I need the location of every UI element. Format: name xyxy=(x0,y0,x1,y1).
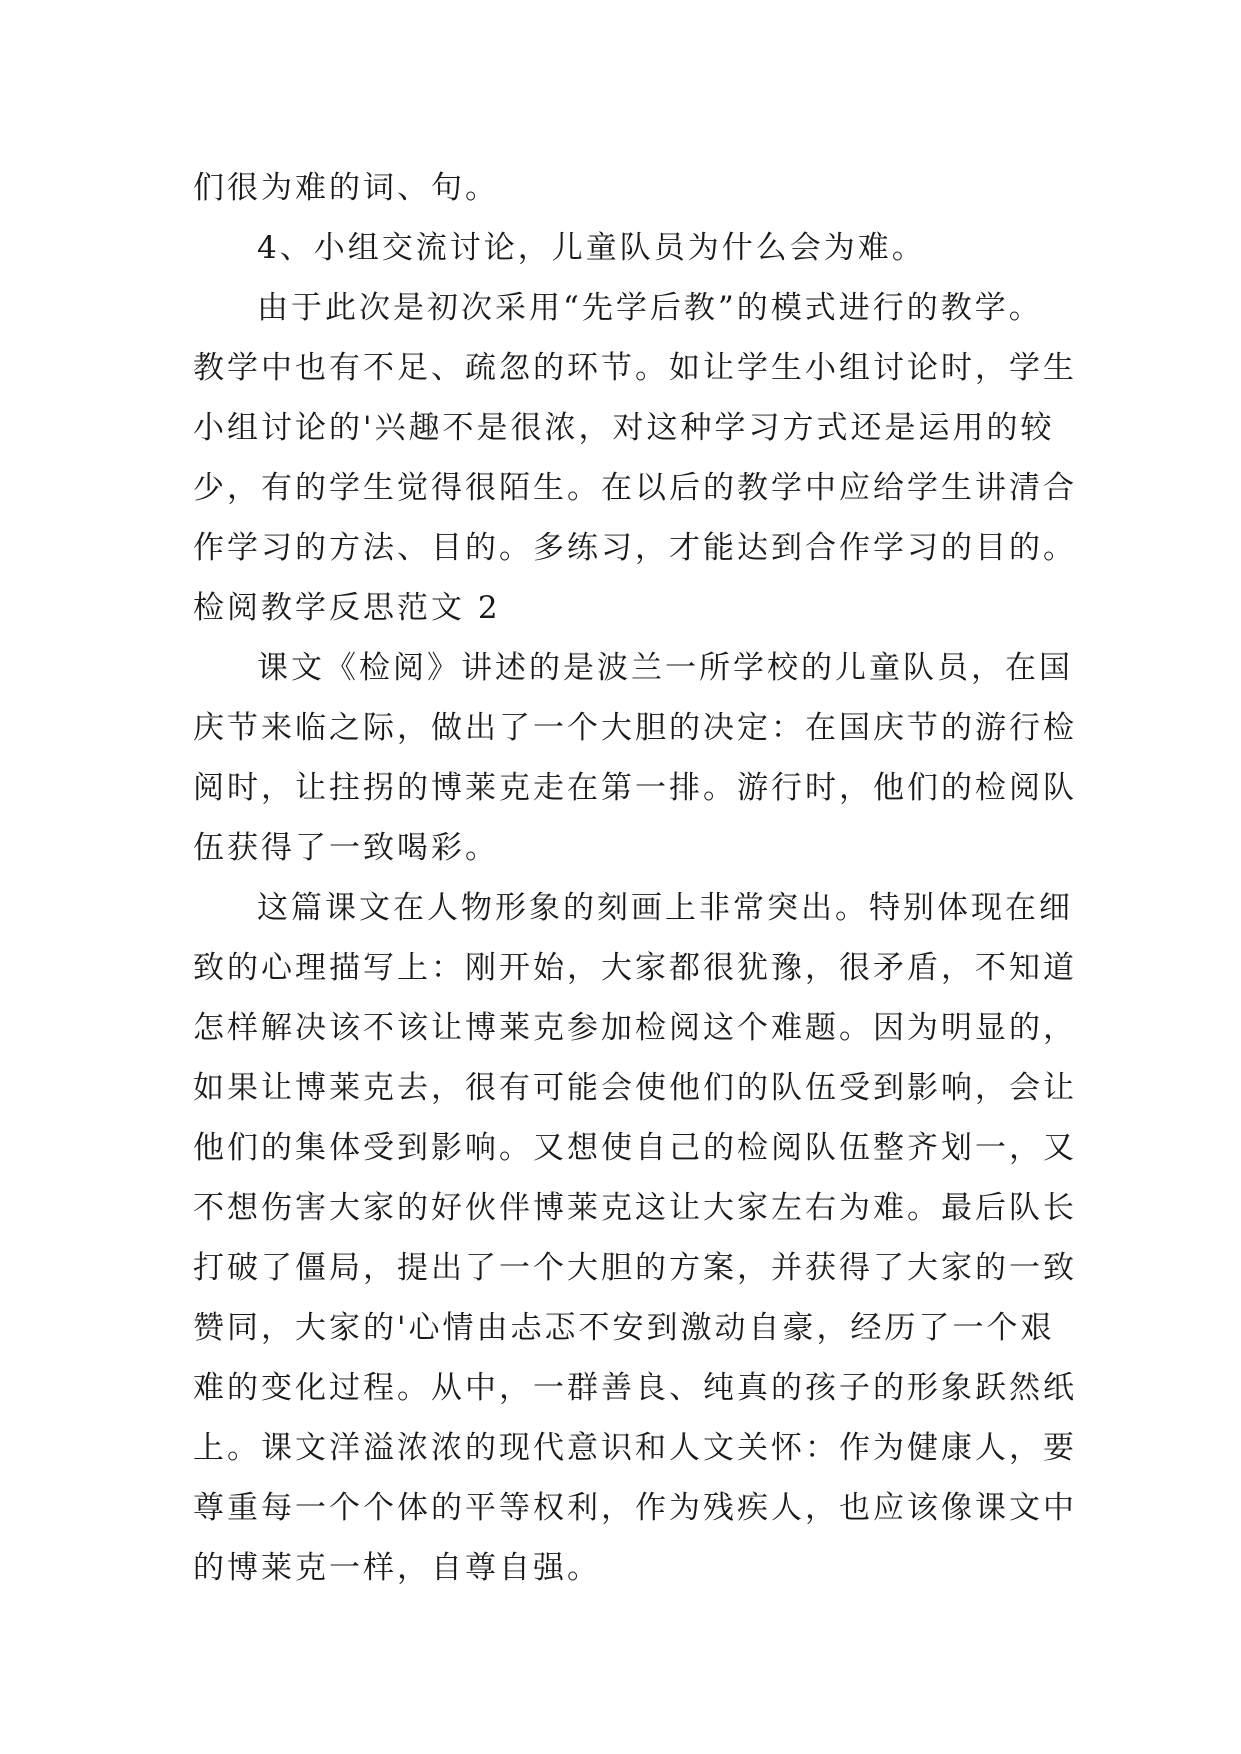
paragraph-line: 他们的集体受到影响。又想使自己的检阅队伍整齐划一，又 xyxy=(193,1130,1077,1166)
paragraph-line: 难的变化过程。从中，一群善良、纯真的孩子的形象跃然纸 xyxy=(193,1370,1077,1406)
paragraph-line: 打破了僵局，提出了一个大胆的方案，并获得了大家的一致 xyxy=(193,1250,1077,1286)
document-body xyxy=(193,158,1077,1598)
paragraph-line: 课文《检阅》讲述的是波兰一所学校的儿童队员，在国 xyxy=(257,650,1073,686)
paragraph-line: 伍获得了一致喝彩。 xyxy=(193,830,499,866)
paragraph-line: 怎样解决该不该让博莱克参加检阅这个难题。因为明显的， xyxy=(193,1010,1077,1046)
paragraph-line: 尊重每一个个体的平等权利，作为残疾人，也应该像课文中 xyxy=(193,1490,1077,1526)
paragraph-line: 少，有的学生觉得很陌生。在以后的教学中应给学生讲清合 xyxy=(193,470,1077,506)
paragraph-line: 赞同，大家的'心情由忐忑不安到激动自豪，经历了一个艰 xyxy=(193,1310,1055,1346)
paragraph-line: 如果让博莱克去，很有可能会使他们的队伍受到影响，会让 xyxy=(193,1070,1077,1106)
paragraph-line: 庆节来临之际，做出了一个大胆的决定：在国庆节的游行检 xyxy=(193,710,1077,746)
paragraph-line: 这篇课文在人物形象的刻画上非常突出。特别体现在细 xyxy=(257,890,1073,926)
text-line: 们很为难的词、句。 xyxy=(193,170,499,206)
paragraph-line: 上。课文洋溢浓浓的现代意识和人文关怀：作为健康人，要 xyxy=(193,1430,1077,1466)
section-heading: 检阅教学反思范文 2 xyxy=(193,590,501,626)
paragraph-line: 教学中也有不足、疏忽的环节。如让学生小组讨论时，学生 xyxy=(193,350,1077,386)
list-item-4: 4、小组交流讨论，儿童队员为什么会为难。 xyxy=(257,230,926,266)
paragraph-line: 小组讨论的'兴趣不是很浓，对这种学习方式还是运用的较 xyxy=(193,410,1055,446)
paragraph-line: 阅时，让拄拐的博莱克走在第一排。游行时，他们的检阅队 xyxy=(193,770,1077,806)
paragraph-line: 由于此次是初次采用“先学后教”的模式进行的教学。 xyxy=(257,290,1043,326)
paragraph-line: 致的心理描写上：刚开始，大家都很犹豫，很矛盾，不知道 xyxy=(193,950,1077,986)
paragraph-line: 不想伤害大家的好伙伴博莱克这让大家左右为难。最后队长 xyxy=(193,1190,1077,1226)
paragraph-line: 的博莱克一样，自尊自强。 xyxy=(193,1550,601,1586)
paragraph-line: 作学习的方法、目的。多练习，才能达到合作学习的目的。 xyxy=(193,530,1077,566)
